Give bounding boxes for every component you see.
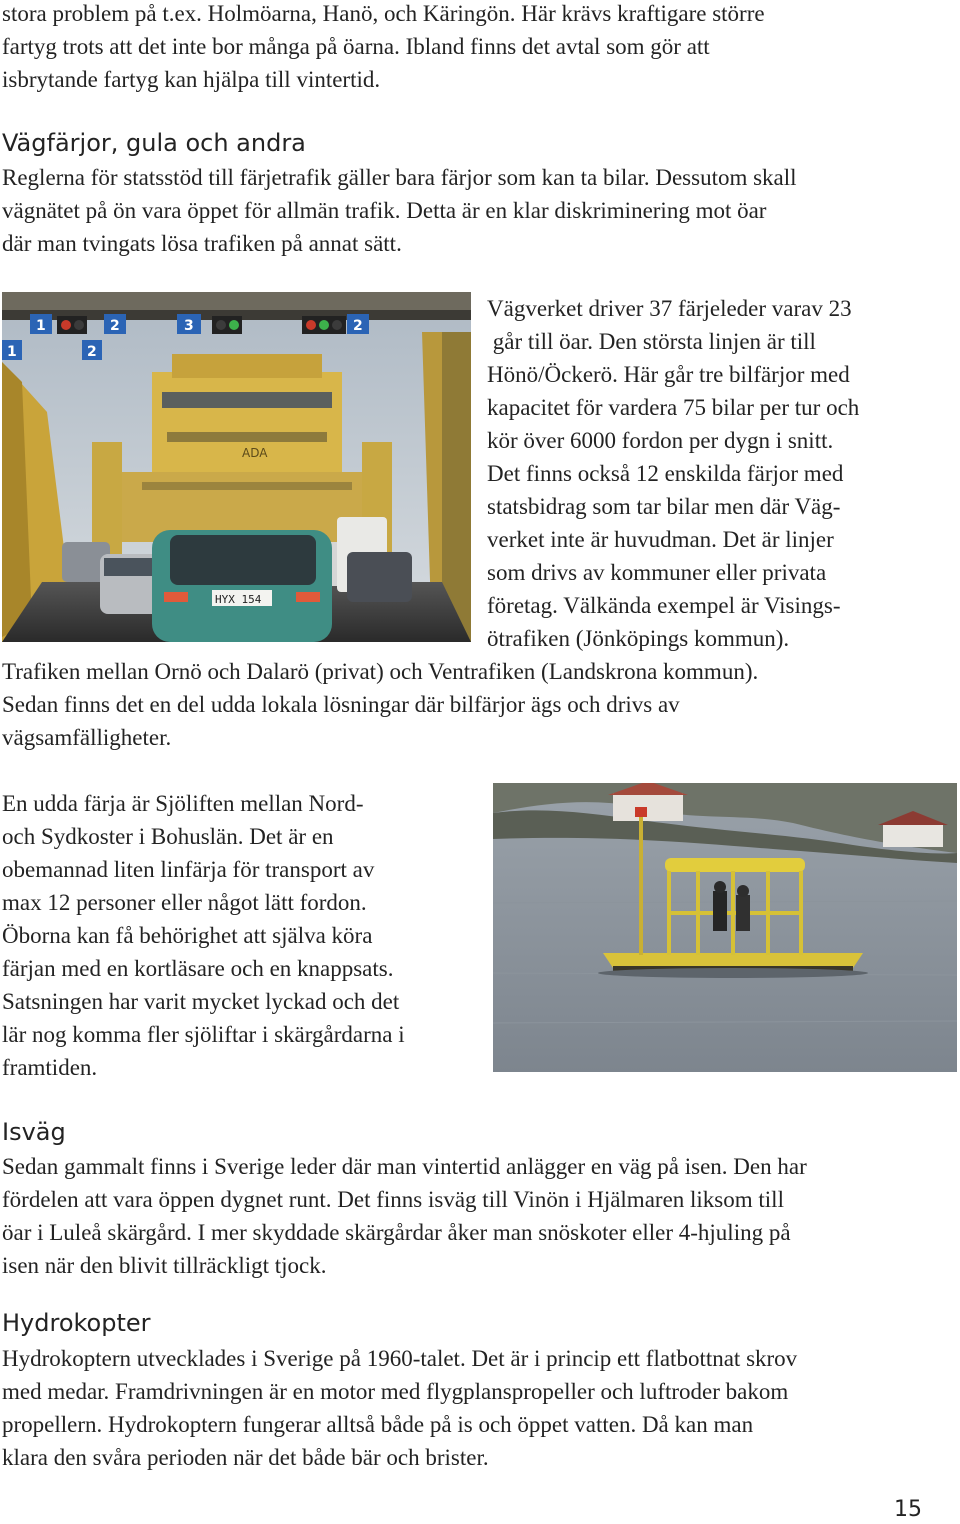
text-line: propellern. Hydrokoptern fungerar alltså både på is och öppet vatten. Då kan man <box>2 1412 754 1437</box>
text-line: max 12 personer eller något lätt fordon. <box>2 890 367 915</box>
text-line: Det finns också 12 enskilda färjor med <box>487 461 844 486</box>
text-line: kapacitet för vardera 75 bilar per tur och <box>487 395 860 420</box>
text-line: vägnätet på ön vara öppet för allmän trafik. Detta är en klar diskriminering mot öar <box>2 198 767 223</box>
text-line: fördelen att vara öppen dygnet runt. Det finns isväg till Vinön i Hjälmaren liksom till <box>2 1187 784 1212</box>
heading-isvag: Isväg <box>2 1118 66 1146</box>
text-line: kör över 6000 fordon per dygn i snitt. <box>487 428 834 453</box>
text-line: som drivs av kommuner eller privata <box>487 560 827 585</box>
text-line: Sedan finns det en del udda lokala lösningar där bilfärjor ägs och drivs av <box>2 692 680 717</box>
text-line: ötrafiken (Jönköpings kommun). <box>487 626 790 651</box>
lane-sign: 1 <box>7 344 17 360</box>
vagfarjor-paragraph <box>2 161 797 260</box>
text-line: och Sydkoster i Bohuslän. Det är en <box>2 824 334 849</box>
page-number: 15 <box>894 1497 922 1522</box>
text-line: med medar. Framdrivningen är en motor med flygplanspropeller och luftroder bakom <box>2 1379 789 1404</box>
text-line: Trafiken mellan Ornö och Dalarö (privat) och Ventrafiken (Landskrona kommun). <box>2 659 759 684</box>
text-line: Satsningen har varit mycket lyckad och det <box>2 989 400 1014</box>
intro-paragraph <box>2 0 765 96</box>
text-line: framtiden. <box>2 1055 98 1080</box>
ship-name: ADA <box>242 446 268 460</box>
heading-vagfarjor: Vägfärjor, gula och andra <box>2 129 306 157</box>
text-line: obemannad liten linfärja för transport av <box>2 857 375 882</box>
text-line: Öborna kan få behörighet att själva köra <box>2 923 373 948</box>
ferry-routes-continued <box>2 655 758 754</box>
text-line: isbrytande fartyg kan hjälpa till vintertid. <box>2 67 381 92</box>
text-line: företag. Välkända exempel är Visings- <box>487 593 841 618</box>
lane-sign: 3 <box>184 318 194 334</box>
lane-sign: 1 <box>36 318 46 334</box>
hydrokopter-paragraph <box>2 1342 797 1474</box>
text-line: stora problem på t.ex. Holmöarna, Hanö, och Käringön. Här krävs kraftigare större <box>2 1 765 26</box>
text-line: går till öar. Den största linjen är till <box>487 329 816 354</box>
text-line: isen när den blivit tillräckligt tjock. <box>2 1253 327 1278</box>
text-line: fartyg trots att det inte bor många på öarna. Ibland finns det avtal som gör att <box>2 34 710 59</box>
sjoliften-paragraph <box>2 787 405 1084</box>
text-line: vägsamfälligheter. <box>2 725 172 750</box>
text-line: Hydrokoptern utvecklades i Sverige på 1960-talet. Det är i princip ett flatbottnat skrov <box>2 1346 798 1371</box>
ferry-routes-paragraph <box>487 292 859 655</box>
license-plate: HYX 154 <box>215 593 262 606</box>
text-line: En udda färja är Sjöliften mellan Nord- <box>2 791 364 816</box>
text-line: statsbidrag som tar bilar men där Väg- <box>487 494 841 519</box>
text-line: Vägverket driver 37 färjeleder varav 23 <box>487 296 852 321</box>
text-line: klara den svåra perioden när det både bär och brister. <box>2 1445 489 1470</box>
car-ferry-photo <box>2 292 471 642</box>
isvag-paragraph <box>2 1150 807 1282</box>
lane-sign: 2 <box>110 318 120 334</box>
text-line: verket inte är huvudman. Det är linjer <box>487 527 834 552</box>
text-line: Reglerna för statsstöd till färjetrafik gäller bara färjor som kan ta bilar. Dessutom skall <box>2 165 797 190</box>
text-line: Sedan gammalt finns i Sverige leder där man vintertid anlägger en väg på isen. Den har <box>2 1154 807 1179</box>
text-line: Hönö/Öckerö. Här går tre bilfärjor med <box>487 362 850 387</box>
cable-ferry-photo <box>493 783 957 1072</box>
text-line: färjan med en kortläsare och en knappsats. <box>2 956 394 981</box>
text-line: öar i Luleå skärgård. I mer skyddade skärgårdar åker man snöskoter eller 4-hjuling på <box>2 1220 791 1245</box>
text-line: där man tvingats lösa trafiken på annat sätt. <box>2 231 402 256</box>
heading-hydrokopter: Hydrokopter <box>2 1309 151 1337</box>
lane-sign: 2 <box>353 318 363 334</box>
text-line: lär nog komma fler sjöliftar i skärgårdarna i <box>2 1022 405 1047</box>
lane-sign: 2 <box>87 344 97 360</box>
